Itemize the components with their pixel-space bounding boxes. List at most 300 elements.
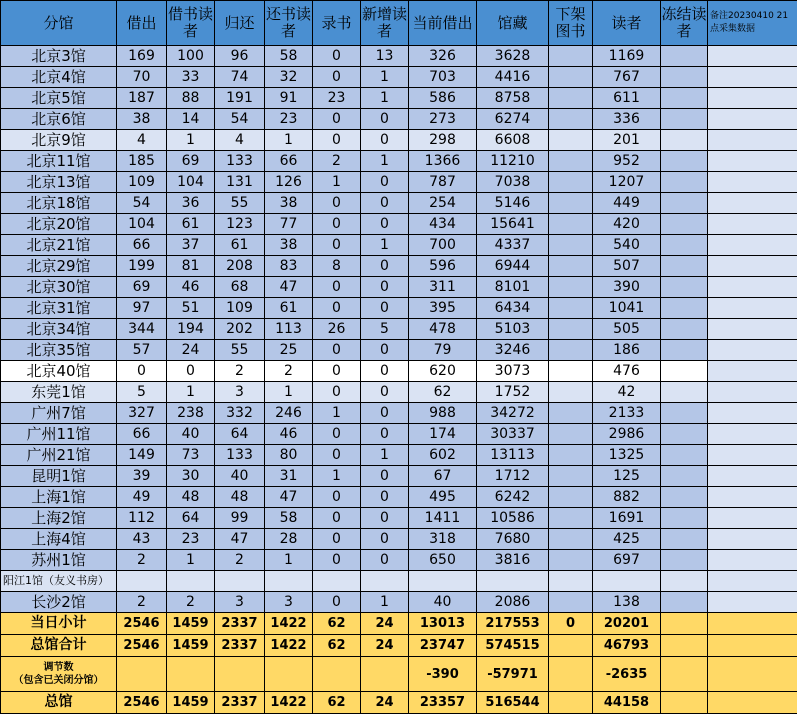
table-cell: 0	[361, 529, 409, 550]
table-cell	[661, 130, 708, 151]
table-cell: 15641	[477, 214, 549, 235]
table-cell	[708, 571, 797, 592]
table-cell	[708, 550, 797, 571]
table-cell: 191	[215, 88, 265, 109]
table-cell	[661, 466, 708, 487]
table-cell: 0	[313, 550, 361, 571]
summary-label: 当日小计	[1, 613, 117, 635]
table-cell: 449	[593, 193, 661, 214]
table-cell: 133	[215, 151, 265, 172]
table-row	[1, 277, 797, 298]
table-cell: 126	[265, 172, 313, 193]
branch-name: 北京9馆	[1, 130, 117, 151]
col-header: 还书读者	[265, 1, 313, 46]
branch-name: 北京20馆	[1, 214, 117, 235]
table-cell: 3246	[477, 340, 549, 361]
table-cell: 298	[409, 130, 477, 151]
table-cell: 0	[313, 508, 361, 529]
table-cell	[661, 298, 708, 319]
table-cell	[708, 340, 797, 361]
table-cell: 611	[593, 88, 661, 109]
table-cell: 0	[361, 130, 409, 151]
summary-label: 总馆合计	[1, 635, 117, 657]
table-cell: 1207	[593, 172, 661, 193]
table-cell	[265, 571, 313, 592]
table-cell	[708, 235, 797, 256]
table-row	[1, 466, 797, 487]
table-cell: 2	[117, 550, 167, 571]
table-cell: 62	[313, 635, 361, 657]
branch-name: 广州21馆	[1, 445, 117, 466]
table-cell: 0	[361, 361, 409, 382]
table-cell	[549, 424, 593, 445]
table-cell	[549, 445, 593, 466]
table-cell	[117, 657, 167, 692]
table-cell: 0	[313, 46, 361, 67]
table-cell: 23747	[409, 635, 477, 657]
table-cell: 55	[215, 193, 265, 214]
table-cell: 1	[361, 151, 409, 172]
table-cell: 47	[265, 487, 313, 508]
table-cell: 0	[361, 466, 409, 487]
table-cell: 1	[361, 592, 409, 613]
branch-name: 北京21馆	[1, 235, 117, 256]
table-cell: 48	[167, 487, 215, 508]
table-cell: 131	[215, 172, 265, 193]
table-cell	[117, 571, 167, 592]
table-cell: 476	[593, 361, 661, 382]
table-cell	[708, 109, 797, 130]
table-row	[1, 361, 797, 382]
table-cell: 0	[167, 361, 215, 382]
table-cell: 1	[265, 550, 313, 571]
table-cell: 0	[361, 193, 409, 214]
table-cell: 187	[117, 88, 167, 109]
table-cell: 574515	[477, 635, 549, 657]
table-cell: 77	[265, 214, 313, 235]
table-cell: 1325	[593, 445, 661, 466]
table-row	[1, 46, 797, 67]
table-cell: 0	[361, 487, 409, 508]
table-cell	[361, 571, 409, 592]
table-cell	[708, 613, 797, 635]
table-cell	[549, 151, 593, 172]
col-header: 借书读者	[167, 1, 215, 46]
col-header: 新增读者	[361, 1, 409, 46]
table-cell	[708, 277, 797, 298]
table-cell	[708, 88, 797, 109]
table-cell	[549, 256, 593, 277]
table-cell: 1459	[167, 635, 215, 657]
table-cell: 5146	[477, 193, 549, 214]
table-cell: 2546	[117, 613, 167, 635]
table-row	[1, 550, 797, 571]
table-cell	[549, 130, 593, 151]
table-cell: 0	[313, 235, 361, 256]
table-cell: 39	[117, 466, 167, 487]
table-row	[1, 571, 797, 592]
table-cell: 254	[409, 193, 477, 214]
table-cell: 64	[215, 424, 265, 445]
table-cell	[549, 88, 593, 109]
table-cell: 7038	[477, 172, 549, 193]
table-cell: 507	[593, 256, 661, 277]
table-cell: 24	[361, 635, 409, 657]
table-cell: 185	[117, 151, 167, 172]
table-cell: 2337	[215, 613, 265, 635]
table-cell	[549, 403, 593, 424]
table-cell	[661, 445, 708, 466]
col-header: 读者	[593, 1, 661, 46]
table-cell: 28	[265, 529, 313, 550]
table-cell: 2546	[117, 635, 167, 657]
table-cell: 0	[313, 277, 361, 298]
table-cell: 420	[593, 214, 661, 235]
col-header: 下架图书	[549, 1, 593, 46]
table-cell: 69	[117, 277, 167, 298]
table-cell: 2986	[593, 424, 661, 445]
table-cell: 4337	[477, 235, 549, 256]
table-cell: 55	[215, 340, 265, 361]
table-cell: 83	[265, 256, 313, 277]
table-cell: 96	[215, 46, 265, 67]
branch-name: 北京18馆	[1, 193, 117, 214]
table-cell: 1422	[265, 635, 313, 657]
table-cell	[708, 692, 797, 714]
table-row	[1, 592, 797, 613]
table-cell: 2	[215, 550, 265, 571]
table-cell: 62	[313, 613, 361, 635]
table-cell: 1	[167, 382, 215, 403]
col-header: 录书	[313, 1, 361, 46]
table-cell: 73	[167, 445, 215, 466]
table-cell: 0	[313, 487, 361, 508]
table-cell: 0	[361, 298, 409, 319]
table-cell: 23	[313, 88, 361, 109]
table-cell	[549, 592, 593, 613]
table-row	[1, 403, 797, 424]
table-cell	[708, 466, 797, 487]
table-cell	[708, 172, 797, 193]
table-cell	[661, 235, 708, 256]
table-cell: 6608	[477, 130, 549, 151]
table-cell	[361, 657, 409, 692]
table-cell	[708, 592, 797, 613]
table-cell: 61	[215, 235, 265, 256]
table-cell: 104	[167, 172, 215, 193]
table-cell	[549, 529, 593, 550]
table-row	[1, 298, 797, 319]
table-cell	[549, 109, 593, 130]
table-cell	[708, 67, 797, 88]
table-cell: 8101	[477, 277, 549, 298]
table-cell: 100	[167, 46, 215, 67]
table-cell: 40	[409, 592, 477, 613]
table-cell	[661, 46, 708, 67]
branch-name: 长沙2馆	[1, 592, 117, 613]
table-cell: 4	[215, 130, 265, 151]
table-cell: 64	[167, 508, 215, 529]
table-cell	[549, 692, 593, 714]
table-cell	[215, 571, 265, 592]
table-row	[1, 256, 797, 277]
table-cell: 38	[265, 235, 313, 256]
table-cell: 61	[265, 298, 313, 319]
table-cell: 6242	[477, 487, 549, 508]
table-cell	[265, 657, 313, 692]
table-cell: 0	[361, 256, 409, 277]
table-cell: 112	[117, 508, 167, 529]
table-cell: 1	[313, 172, 361, 193]
table-row	[1, 193, 797, 214]
table-cell	[661, 256, 708, 277]
table-cell: 186	[593, 340, 661, 361]
table-cell: 1411	[409, 508, 477, 529]
table-cell: 42	[593, 382, 661, 403]
table-cell: 149	[117, 445, 167, 466]
branch-name: 北京40馆	[1, 361, 117, 382]
table-cell: 1712	[477, 466, 549, 487]
table-cell: 3628	[477, 46, 549, 67]
branch-name: 上海2馆	[1, 508, 117, 529]
table-cell: 30	[167, 466, 215, 487]
branch-name: 东莞1馆	[1, 382, 117, 403]
table-cell: 54	[117, 193, 167, 214]
table-cell: 46	[167, 277, 215, 298]
table-cell: 332	[215, 403, 265, 424]
table-cell: 174	[409, 424, 477, 445]
table-cell: 58	[265, 46, 313, 67]
table-cell	[661, 529, 708, 550]
table-cell: 38	[117, 109, 167, 130]
table-cell: 505	[593, 319, 661, 340]
table-cell: 1422	[265, 613, 313, 635]
table-cell	[549, 46, 593, 67]
table-cell	[313, 657, 361, 692]
table-cell	[549, 382, 593, 403]
table-cell: 138	[593, 592, 661, 613]
table-cell: 24	[361, 692, 409, 714]
table-cell	[167, 571, 215, 592]
table-cell: 24	[361, 613, 409, 635]
table-cell: 37	[167, 235, 215, 256]
table-cell: 516544	[477, 692, 549, 714]
table-cell: 0	[361, 214, 409, 235]
table-row	[1, 613, 797, 635]
table-cell: 0	[361, 340, 409, 361]
col-header: 冻结读者	[661, 1, 708, 46]
table-cell: 1	[361, 235, 409, 256]
table-cell: 3816	[477, 550, 549, 571]
table-cell: 1	[167, 130, 215, 151]
table-cell: 217553	[477, 613, 549, 635]
table-cell: 70	[117, 67, 167, 88]
col-header: 馆藏	[477, 1, 549, 46]
table-cell: 0	[361, 403, 409, 424]
table-cell	[661, 151, 708, 172]
table-cell: 3	[265, 592, 313, 613]
table-cell	[661, 635, 708, 657]
table-cell	[708, 657, 797, 692]
table-cell: 46	[265, 424, 313, 445]
table-cell	[549, 298, 593, 319]
table-cell: 36	[167, 193, 215, 214]
table-cell	[661, 692, 708, 714]
branch-name: 北京31馆	[1, 298, 117, 319]
table-cell: 2546	[117, 692, 167, 714]
table-cell	[549, 214, 593, 235]
table-cell: 0	[361, 382, 409, 403]
table-cell: 3	[215, 382, 265, 403]
table-cell	[549, 235, 593, 256]
table-cell: 0	[117, 361, 167, 382]
table-cell: 0	[549, 613, 593, 635]
col-header: 归还	[215, 1, 265, 46]
table-cell	[549, 277, 593, 298]
table-cell	[661, 193, 708, 214]
table-cell: 13013	[409, 613, 477, 635]
table-cell	[708, 151, 797, 172]
table-cell: 336	[593, 109, 661, 130]
table-cell: 11210	[477, 151, 549, 172]
table-cell	[661, 361, 708, 382]
table-cell: 20201	[593, 613, 661, 635]
table-cell: 13	[361, 46, 409, 67]
table-cell: 425	[593, 529, 661, 550]
table-cell: 2133	[593, 403, 661, 424]
table-cell	[661, 382, 708, 403]
branch-name: 北京30馆	[1, 277, 117, 298]
table-cell: 68	[215, 277, 265, 298]
branch-name: 北京5馆	[1, 88, 117, 109]
table-cell	[661, 214, 708, 235]
table-cell: 66	[117, 424, 167, 445]
table-cell: 44158	[593, 692, 661, 714]
table-cell	[661, 613, 708, 635]
branch-name: 北京3馆	[1, 46, 117, 67]
table-cell: 586	[409, 88, 477, 109]
table-cell: 66	[265, 151, 313, 172]
table-cell: 2	[215, 361, 265, 382]
table-cell: 202	[215, 319, 265, 340]
table-cell	[708, 382, 797, 403]
table-cell: 7680	[477, 529, 549, 550]
table-cell: 0	[313, 193, 361, 214]
table-cell: 0	[361, 424, 409, 445]
table-row	[1, 508, 797, 529]
table-cell: 74	[215, 67, 265, 88]
branch-name: 北京35馆	[1, 340, 117, 361]
table-cell: 0	[313, 67, 361, 88]
table-cell: 48	[215, 487, 265, 508]
table-cell: 952	[593, 151, 661, 172]
table-cell	[708, 508, 797, 529]
branch-name: 上海1馆	[1, 487, 117, 508]
table-cell: 6434	[477, 298, 549, 319]
table-cell: 69	[167, 151, 215, 172]
table-cell: 2	[313, 151, 361, 172]
table-cell: 596	[409, 256, 477, 277]
table-cell	[661, 657, 708, 692]
table-cell: 882	[593, 487, 661, 508]
table-cell: 1169	[593, 46, 661, 67]
table-cell: 478	[409, 319, 477, 340]
table-cell	[167, 657, 215, 692]
table-body	[1, 46, 797, 714]
table-cell	[661, 109, 708, 130]
table-cell: 2	[265, 361, 313, 382]
table-cell: 5	[361, 319, 409, 340]
table-cell	[661, 508, 708, 529]
table-cell: 58	[265, 508, 313, 529]
table-cell: 1	[167, 550, 215, 571]
table-cell: 23	[265, 109, 313, 130]
table-cell: -57971	[477, 657, 549, 692]
table-cell: 0	[313, 130, 361, 151]
table-cell	[708, 487, 797, 508]
table-cell	[549, 550, 593, 571]
table-cell	[661, 571, 708, 592]
table-cell	[708, 214, 797, 235]
table-cell	[708, 424, 797, 445]
table-cell: 0	[361, 508, 409, 529]
table-cell	[549, 635, 593, 657]
table-cell: 66	[117, 235, 167, 256]
table-row	[1, 109, 797, 130]
table-cell: 104	[117, 214, 167, 235]
table-cell: 49	[117, 487, 167, 508]
table-cell: 91	[265, 88, 313, 109]
table-cell: 1	[313, 403, 361, 424]
table-cell: 650	[409, 550, 477, 571]
table-cell: 8	[313, 256, 361, 277]
table-cell: 5103	[477, 319, 549, 340]
col-header: 分馆	[1, 1, 117, 46]
table-row	[1, 235, 797, 256]
table-cell	[313, 571, 361, 592]
table-cell: 318	[409, 529, 477, 550]
table-cell	[661, 67, 708, 88]
table-cell: 0	[313, 382, 361, 403]
table-cell	[409, 571, 477, 592]
table-cell: 0	[361, 172, 409, 193]
table-cell: 1366	[409, 151, 477, 172]
table-cell: 1	[265, 382, 313, 403]
table-cell: 0	[313, 592, 361, 613]
table-cell: 14	[167, 109, 215, 130]
table-cell: 24	[167, 340, 215, 361]
branch-name: 昆明1馆	[1, 466, 117, 487]
table-cell: 43	[117, 529, 167, 550]
table-cell: 30337	[477, 424, 549, 445]
table-cell: 495	[409, 487, 477, 508]
table-row	[1, 130, 797, 151]
table-cell: 0	[313, 445, 361, 466]
table-cell	[708, 298, 797, 319]
table-cell	[661, 277, 708, 298]
table-cell: 79	[409, 340, 477, 361]
table-cell: 62	[313, 692, 361, 714]
table-cell: 81	[167, 256, 215, 277]
table-cell	[661, 550, 708, 571]
table-cell: 194	[167, 319, 215, 340]
table-cell: 113	[265, 319, 313, 340]
table-cell: 8758	[477, 88, 549, 109]
table-cell: 61	[167, 214, 215, 235]
table-cell: 1041	[593, 298, 661, 319]
table-cell: 2	[117, 592, 167, 613]
summary-label: 调节数 （包含已关闭分馆）	[1, 657, 117, 692]
